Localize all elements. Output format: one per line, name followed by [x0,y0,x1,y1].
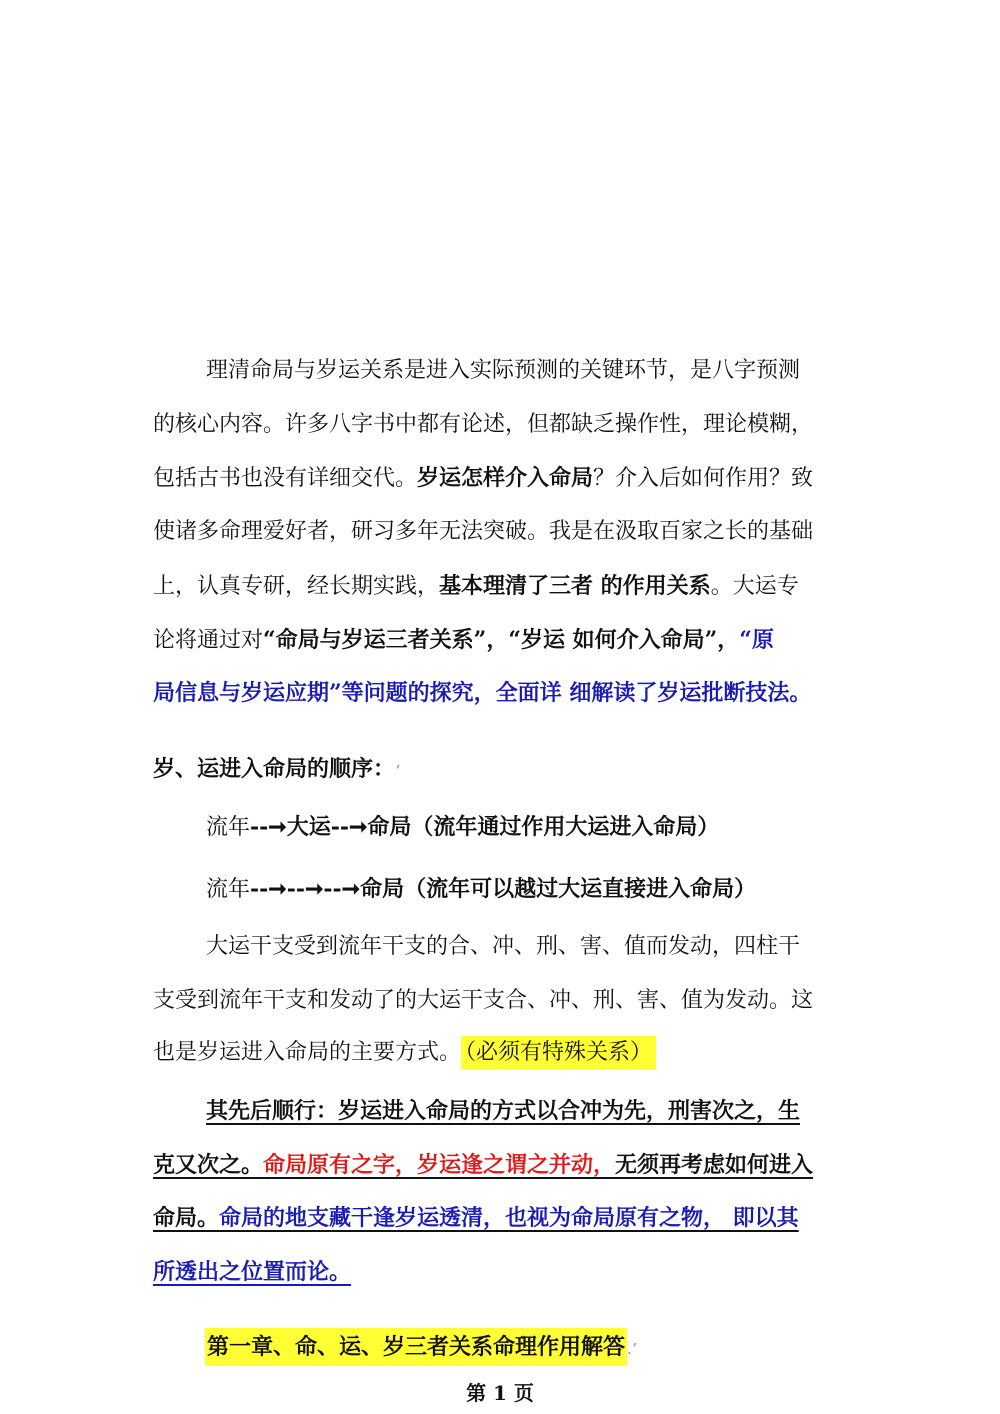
para3-line1: 其先后顺行：岁运进入命局的方式以合冲为先，刑害次之，生 [206,1098,801,1124]
chapter-title [205,1332,637,1364]
para3-line3: 命局。命局的地支藏干逢岁运透清，也视为命局原有之物， 即以其 [153,1205,799,1231]
para1-line6: 论将通过对“命局与岁运三者关系”，“岁运 如何介入命局”，“原 [153,627,774,653]
edit-mark: ʼ [395,762,400,780]
flow-line-1: 流年--➞大运--➞命局（流年通过作用大运进入命局） [206,814,720,840]
para1-line5: 上，认真专研，经长期实践，基本理清了三者 的作用关系。大运专 [153,573,799,599]
para2-line3: 也是岁运进入命局的主要方式。 （必须有特殊关系） [153,1038,656,1068]
edit-mark: .ʼ [627,1340,637,1358]
para2-line1: 大运干支受到流年干支的合、冲、刑、害、值而发动，四柱干 [206,934,801,959]
para3-line2: 克又次之。命局原有之字，岁运逢之谓之并动，无须再考虑如何进入 [153,1152,814,1178]
para1-line3: 包括古书也没有详细交代。岁运怎样介入命局？介入后如何作用？致 [153,465,814,491]
chapter-title-highlight: 第一章、命、运、岁三者关系命理作用解答 [205,1328,627,1366]
bold-topics: “命局与岁运三者关系”，“岁运 如何介入命局”， [263,627,740,653]
page-number: 1 [493,1381,507,1405]
blue-text: 命局的地支藏干逢岁运透清，也视为命局原有之物， 即以其 [219,1205,799,1231]
blue-topic-start: “原 [739,627,774,653]
para2-line2: 支受到流年干支和发动了的大运干支合、冲、刑、害、值为发动。这 [153,988,814,1013]
bold-question-1: 岁运怎样介入命局 [417,465,594,491]
page-footer: 第 1 页 [466,1381,534,1405]
flow-arrows-1: --➞大运--➞命局（流年通过作用大运进入命局） [250,814,720,840]
para1-line1: 理清命局与岁运关系是进入实际预测的关键环节，是八字预测 [206,358,801,383]
para1-line4: 使诸多命理爱好者，研习多年无法突破。我是在汲取百家之长的基础 [153,519,814,544]
para1-line7: 局信息与岁运应期”等问题的探究，全面详 细解读了岁运批断技法。 [153,680,812,706]
order-heading: 岁、运进入命局的顺序：ʼ [153,756,400,782]
para3-line4: 所透出之位置而论。 [153,1259,352,1285]
highlight-special-relation: （必须有特殊关系） [461,1036,656,1069]
flow-line-2: 流年--➞--➞--➞命局（流年可以越过大运直接进入命局） [206,876,757,902]
red-text: 命局原有之字，岁运逢之谓之并动， [263,1152,616,1178]
para1-line2: 的核心内容。许多八字书中都有论述，但都缺乏操作性，理论模糊， [153,412,814,437]
flow-arrows-2: --➞--➞--➞命局（流年可以越过大运直接进入命局） [250,876,757,902]
bold-claim: 基本理清了三者 的作用关系 [439,573,711,599]
